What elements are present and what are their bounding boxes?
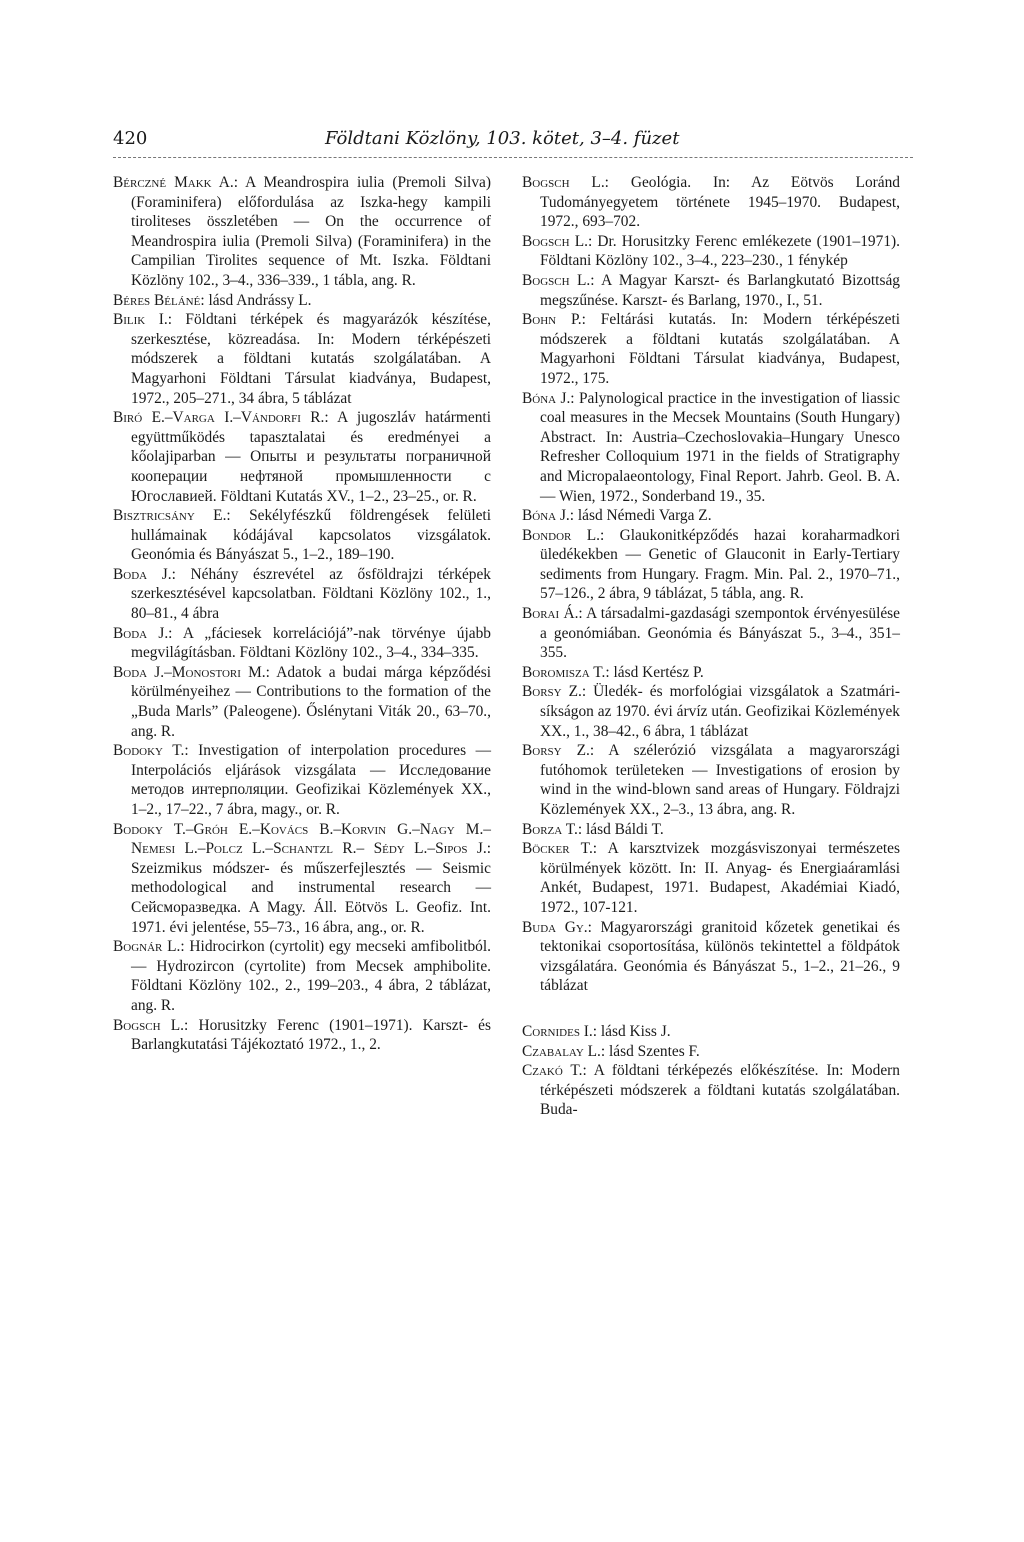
- entry-text: A társadalmi-gazdasági szempontok érvényesülése a geonómiában. Geonómia és Bányászat 5., 3–4., 351–355.: [540, 605, 900, 662]
- bibliography-entry: [522, 820, 900, 840]
- entry-text: lásd Némedi Varga Z.: [574, 507, 712, 525]
- entry-author: Czakó T.:: [522, 1062, 587, 1080]
- bibliography-entry: [522, 1061, 900, 1120]
- entry-author: Borai Á.:: [522, 605, 583, 623]
- entry-author: Boda J.–Monostori M.:: [113, 663, 270, 681]
- header-rule: [113, 157, 913, 158]
- entry-text: Palynological practice in the investigation of liassic coal measures in the Mecsek Mountains (South Hungary) Abstract. In: Austria–Czechoslovakia–Hungary Unesco Refresher Colloquium 1971 in the fields of Stratigraphy and Micropalaeontology, Final Report. Jahrb. Geol. B. A. — Wien, 1972., Sonderband 19., 35.: [540, 389, 900, 505]
- entry-text: lásd Kertész P.: [609, 663, 704, 681]
- entry-author: Czabalay L.:: [522, 1042, 606, 1060]
- bibliography-entry: [113, 565, 491, 624]
- entry-author: Bogsch L.:: [522, 271, 595, 289]
- bibliography-entry: [113, 506, 491, 565]
- entry-author: Biró E.–Varga I.–Vándorfi R.:: [113, 409, 329, 427]
- bibliography-entry: [113, 937, 491, 1015]
- bibliography-entry: [522, 604, 900, 663]
- entry-author: Bognár L.:: [113, 938, 185, 956]
- bibliography-entry: [113, 310, 491, 408]
- entry-text: Földtani térképek és magyarázók készítése, szerkesztése, közreadása. In: Modern térképészeti módszerek a földtani kutatás szolgálatában. A Magyarhoni Földtani Társulat kiadványa, Budapest, 1972., 205–271., 34 ábra, 5 táblázat: [131, 311, 491, 407]
- bibliography-entry: [522, 918, 900, 996]
- entry-author: Boda J.:: [113, 565, 176, 583]
- entry-text: Néhány észrevétel az ősföldrajzi térképek szerkesztésével kapcsolatban. Földtani Közlöny 102., 1., 80–81., 4 ábra: [131, 565, 492, 623]
- entry-author: Borsy Z.:: [522, 742, 595, 760]
- bibliography-entry: [113, 663, 491, 741]
- bibliography-entry: [522, 663, 900, 683]
- entry-author: Béres Béláné:: [113, 291, 205, 309]
- entry-text: Szeizmikus módszer- és műszerfejlesztés — Seismic methodological and instrumental research — Сейсморазведка. A Magy. Áll. Eötvös L. Geofiz. Int. 1971. évi jelentése, 55–73., 16 ábra, ang., or. R.: [131, 859, 491, 936]
- left-column: [113, 173, 491, 1055]
- entry-author: Bogsch L.:: [522, 232, 593, 250]
- bibliography-entry: [522, 839, 900, 917]
- entry-text: Magyarországi granitoid kőzetek genetikai és tektonikai csoportosítása, különös tekintettel a földpátok vizsgálatára. Geonómia és Bányászat 5., 1–2., 21–26., 9 táblázat: [540, 918, 900, 995]
- entry-author: Boromisza T.:: [522, 663, 610, 681]
- entry-author: Bodoky T.–Gróh E.–Kovács B.–Korvin G.–Nagy M.–Nemesi L.–Polcz L.–Schantzl R.– Sédy L.–Sipos J.:: [113, 820, 491, 858]
- entry-author: Bóna J.:: [522, 389, 575, 407]
- bibliography-entry: [113, 1016, 491, 1055]
- entry-text: Glaukonitképződés hazai koraharmadkori üledékekben — Genetic of Glauconit in Early-Tertiary sediments from Hungary. Fragm. Min. Pal. 2., 1970–71., 57–126., 2 ábra, 9 táblázat, 5 tábla, ang. R.: [540, 526, 900, 603]
- entry-text: A Magyar Karszt- és Barlangkutató Bizottság megszűnése. Karszt- és Barlang, 1970., I., 51.: [540, 271, 900, 309]
- entry-text: lásd Szentes F.: [605, 1042, 700, 1060]
- entry-author: Böcker T.:: [522, 840, 598, 858]
- entry-text: Sekélyfészkű földrengések felületi hullámainak kódájával kapcsolatos vizsgálatok. Geonómia és Bányászat 5., 1–2., 189–190.: [131, 507, 491, 564]
- entry-author: Cornides I.:: [522, 1022, 598, 1040]
- entry-text: A földtani térképezés előkészítése. In: Modern térképészeti módszerek a földtani kutatás szolgálatában. Buda-: [540, 1062, 900, 1119]
- entry-text: Adatok a budai márga képződési körülményeihez — Contributions to the formation of the „Buda Marls” (Paleogene). Őslénytani Viták 20., 63–70., ang. R.: [131, 663, 492, 740]
- bibliography-entry: [113, 173, 491, 291]
- bibliography-entry: [522, 389, 900, 507]
- entry-text: Investigation of interpolation procedures — Interpolációs eljárások vizsgálata — Исследование методов интерполяции. Geofizikai Közlemények XX., 1–2., 17–22., 7 ábra, magy., or. R.: [131, 742, 492, 818]
- right-column: [522, 173, 900, 1120]
- entry-text: Dr. Horusitzky Ferenc emlékezete (1901–1971). Földtani Közlöny 102., 3–4., 223–230., 1 fénykép: [540, 232, 900, 270]
- entry-text: A Meandrospira iulia (Premoli Silva) (Foraminifera) előfordulása az Iszka-hegy kampili tiroliteses összletében — On the occurrence of Meandrospira iulia (Premoli Silva) (Foraminifera) in the Campilian Tirolites sequence of Mt. Iszka. Földtani Közlöny 102., 3–4., 336–339., 1 tábla, ang. R.: [131, 174, 491, 289]
- entry-author: Bisztricsány E.:: [113, 507, 231, 525]
- entry-author: Borsy Z.:: [522, 683, 587, 701]
- bibliography-entry: [113, 408, 491, 506]
- entry-author: Bilik I.:: [113, 311, 172, 329]
- running-title: Földtani Közlöny, 103. kötet, 3–4. füzet: [325, 128, 680, 149]
- entry-author: Boda J.:: [113, 624, 173, 642]
- entry-text: Hidrocirkon (cyrtolit) egy mecseki amfibolitból. — Hydrozircon (cyrtolite) from Mecsek amphibolite. Földtani Közlöny 102., 2., 199–203., 4 ábra, 2 táblázat, ang. R.: [131, 938, 491, 1014]
- entry-author: Bohn P.:: [522, 311, 586, 329]
- entry-author: Bogsch L.:: [522, 174, 609, 191]
- entry-text: Horusitzky Ferenc (1901–1971). Karszt- és Barlangkutatási Tájékoztató 1972., 1., 2.: [131, 1016, 491, 1054]
- entry-author: Buda Gy.:: [522, 918, 592, 936]
- bibliography-entry: [522, 682, 900, 741]
- bibliography-entry: [522, 232, 900, 271]
- entry-text: A „fáciesek korrelációjá”-nak törvénye újabb megvilágításban. Földtani Közlöny 102., 3–4., 334–335.: [131, 624, 491, 662]
- entry-author: Bérczné Makk A.:: [113, 174, 238, 191]
- entry-text: A karsztvizek mozgásviszonyai természetes körülmények között. In: II. Anyag- és Energiaáramlási Ankét, Budapest, 1971. Budapest, Akadémiai Kiadó, 1972., 107-121.: [540, 840, 901, 916]
- bibliography-entry: [522, 271, 900, 310]
- entry-text: Feltárási kutatás. In: Modern térképészeti módszerek a földtani kutatás szolgálatában. A Magyarhoni Földtani Társulat kiadványa, Budapest, 1972., 175.: [540, 311, 900, 387]
- bibliography-entry: [113, 624, 491, 663]
- bibliography-entry: [522, 506, 900, 526]
- entry-text: Üledék- és morfológiai vizsgálatok a Szatmári-síkságon az 1970. évi árvíz után. Geofizikai Közlemények XX., 1., 38–42., 6 ábra, 1 táblázat: [540, 683, 901, 740]
- entry-text: lásd Báldi T.: [582, 820, 664, 838]
- section-spacer: [522, 996, 900, 1022]
- entry-text: Geológia. In: Az Eötvös Loránd Tudományegyetem története 1945–1970. Budapest, 1972., 693–702.: [540, 174, 900, 231]
- entry-author: Bodoky T.:: [113, 742, 189, 760]
- bibliography-entry: [113, 741, 491, 819]
- bibliography-entry: [522, 526, 900, 604]
- entry-author: Bogsch L.:: [113, 1016, 189, 1034]
- bibliography-entry: [522, 1022, 900, 1042]
- entry-text: A szélerózió vizsgálata a magyarországi futóhomok területeken — Investigations of erosion by wind in the wind-blown sand areas of Hungary. Földrajzi Közlemények XX., 2–3., 13 ábra, ang. R.: [540, 742, 900, 818]
- bibliography-entry: [113, 820, 491, 938]
- entry-author: Bondor L.:: [522, 526, 605, 544]
- entry-text: lásd Andrássy L.: [204, 291, 312, 309]
- page-header: [113, 128, 913, 150]
- bibliography-entry: [522, 741, 900, 819]
- bibliography-entry: [522, 173, 900, 232]
- entry-author: Bóna J.:: [522, 507, 575, 525]
- entry-author: Borza T.:: [522, 820, 583, 838]
- entry-text: A jugoszláv határmenti együttműködés tapasztalatai és eredményei a kőolajiparban — Опыты и результаты пограничной кооперации нефтяной промышленности с Югославией. Földtani Kutatás XV., 1–2., 23–25., or. R.: [131, 409, 491, 505]
- page-number: 420: [113, 128, 148, 149]
- bibliography-entry: [113, 291, 491, 311]
- bibliography-entry: [522, 310, 900, 388]
- entry-text: lásd Kiss J.: [597, 1022, 671, 1040]
- bibliography-entry: [522, 1042, 900, 1062]
